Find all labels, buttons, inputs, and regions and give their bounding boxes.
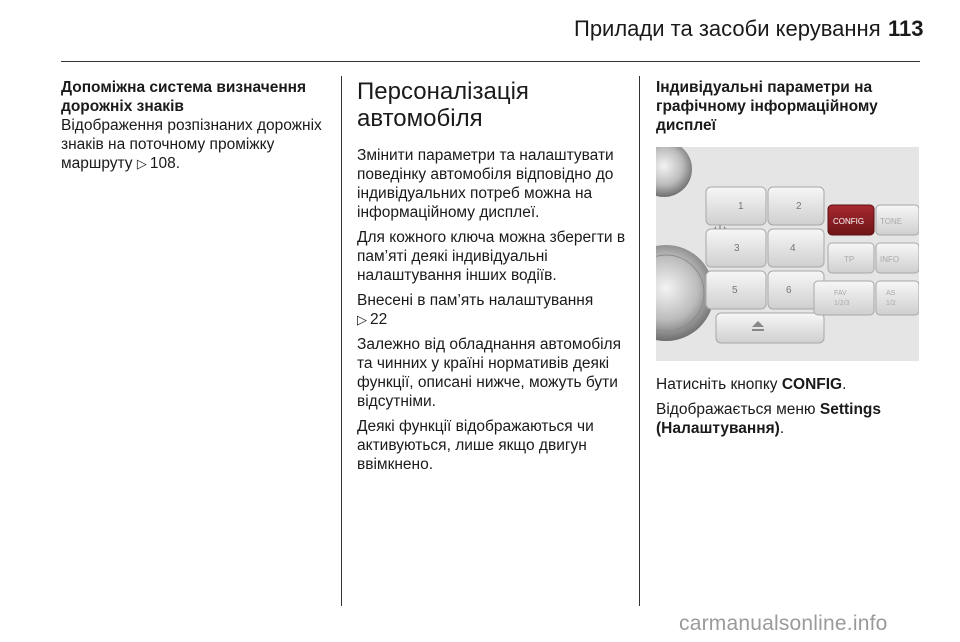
xref-icon: ▷ [136,156,147,171]
instruction-menu-shown-text: Відображається меню [656,401,816,418]
personalization-p4: Залежно від обладнання автомобіля та чинних у країні нормативів деякі функції, описані нижче, можуть бути відсутніми. [357,336,621,410]
section-heading-graphic-display: Індивідуальні параметри на графічному інформаційному дисплеї [656,79,878,134]
instruction-menu-shown-end: . [779,420,785,437]
personalization-p3-text: Внесені в пам’ять налаштування [357,292,594,309]
column-3 [656,78,922,444]
personalization-p1: Змінити параметри та налаштувати поведінку автомобіля відповідно до індивідуальних потреб можна на інформаційному дисплеї. [357,147,614,221]
fav-button-label: FAV [834,290,847,297]
preset-1-label: 1 [738,201,744,212]
header-rule [61,61,920,62]
settings-keyword: Settings (Налаштування) [656,401,882,437]
header-title: Прилади та засоби керування [574,16,881,41]
control-panel-illustration [656,147,919,361]
section-heading-traffic-signs: Допоміжна система визначення дорожніх знаків [61,79,307,115]
info-button-label: INFO [880,255,900,264]
instruction-press-config-text: Натисніть кнопку [656,376,778,393]
column-1 [61,78,333,179]
preset-6-label: 6 [786,285,792,296]
preset-3-label: 3 [734,243,740,254]
control-panel-figure [656,147,919,361]
instruction-press-config [656,375,922,394]
fav-button-sublabel: 1/2/3 [834,300,850,307]
traffic-signs-xref[interactable]: 108. [149,155,181,172]
personalization-p5: Деякі функції відображаються чи активуються, лише якщо двигун ввімкнено. [357,418,594,473]
watermark: carmanualsonline.info [679,612,888,635]
column-divider-1 [341,76,342,606]
column-2 [357,78,629,480]
traffic-signs-body: Відображення розпізнаних дорожніх знаків на поточному проміжку маршруту [61,117,322,172]
tone-button-label: TONE [880,217,903,226]
config-keyword: CONFIG [781,376,843,393]
as-button-label: AS [886,290,896,297]
instruction-press-config-end: . [842,376,847,393]
preset-5-label: 5 [732,285,738,296]
instruction-menu-shown [656,400,922,438]
personalization-xref[interactable]: 22 [370,311,388,328]
preset-2-label: 2 [796,201,802,212]
page-header [0,0,960,62]
config-button-label: CONFIG [833,217,865,226]
as-button-sublabel: 1/2 [886,300,896,307]
traffic-signs-text [61,116,333,173]
tp-button-label: TP [844,255,855,264]
preset-4-label: 4 [790,243,796,254]
personalization-p2: Для кожного ключа можна зберегти в пам’яті деякі індивідуальні налаштування інших водіїв. [357,229,626,284]
xref-icon: ▷ [357,312,367,327]
personalization-p3 [357,291,629,329]
section-heading-personalization: Персоналізація автомобіля [357,78,529,132]
column-divider-2 [639,76,640,606]
page-number: 113 [888,16,924,41]
